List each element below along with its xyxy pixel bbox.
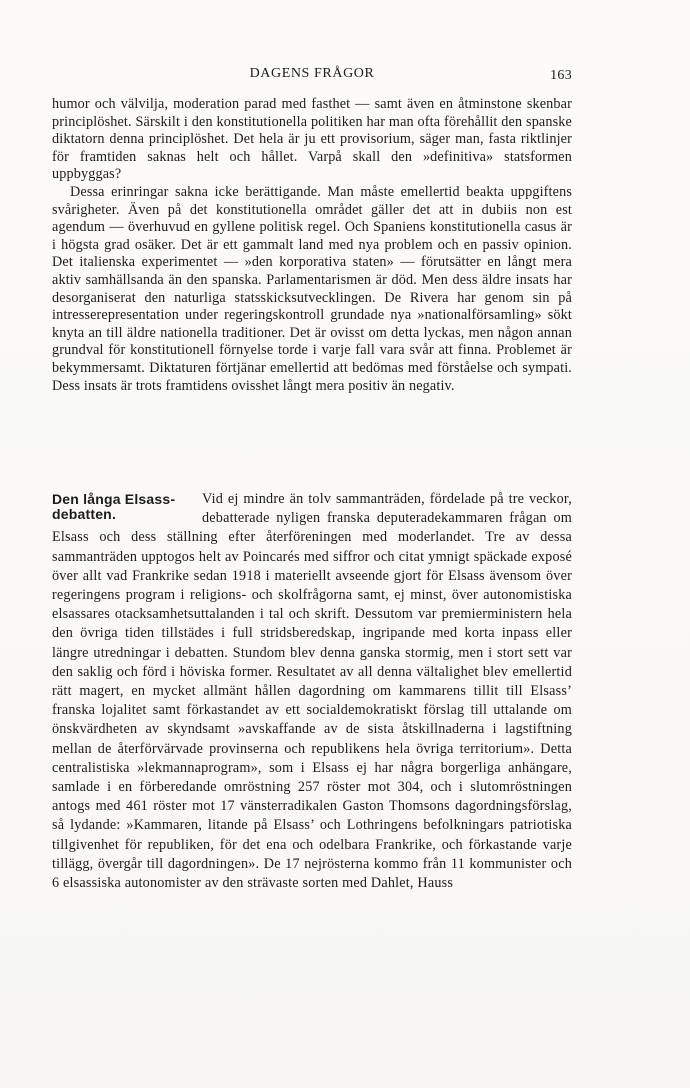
body-text [52, 96, 572, 395]
section-paragraph: Vid ej mindre än tolv sammanträden, fördelade på tre veckor, debatterade nyligen franska deputeradekammaren frågan om Elsass och dess ställning efter återföreningen med moderlandet. Tre av dessa sammanträden upptogos helt av Poincarés med siffror och citat ymnigt späckade exposé över allt vad Frankrike sedan 1918 i materiellt avseende gjort för Elsass ävensom över regeringens program i religions- och skolfrågorna samt, ej minst, över autonomistiska elsassares otacksamhetsuttalanden i tal och skrift. Dessutom var premierministern hela den övriga tiden tillstädes i full stridsberedskap, ingripande med korta inpass eller längre utredningar i debatten. Stundom blev denna ganska stormig, men i stort sett var den saklig och förd i höviska former. Resultatet av all denna vältalighet blev emellertid rätt magert, en mycket allmänt hållen dagordning om kammarens tillit till Elsass’ franska lojalitet samt förkastandet av ett socialdemokratiskt förslag till uttalande om önskvärdheten av skyndsamt »avskaffande av de sista åtskillnaderna i lagstiftning mellan de återförvärvade provinserna och republikens hela övriga territorium». Detta centralistiska »lekmannaprogram», som i Elsass ej har några borgerliga anhängare, samlade i en förberedande omröstning 257 röster mot 304, och i slutomröstningen antogs med 461 röster mot 17 vänsterradikalen Gaston Thomsons dagordningsförslag, så lydande: »Kammaren, litande på Elsass’ och Lothringens befolkningars patriotiska tillgivenhet för republiken, för det ena och odelbara Frankrike, och förkastande varje tillägg, övergår till dagordningen». De 17 nejrösterna kommo från 11 kommunister och 6 elsassiska autonomister av den strävaste sorten med Dahlet, Hauss [52, 491, 572, 892]
paragraph-2: Dessa erinringar sakna icke berättigande. Man måste emellertid beakta uppgiftens svårigheter. Även på det konstitutionella området gäller det att in dubiis non est agendum — överhuvud en gyllene politisk regel. Och Spaniens konstitutionella casus är i högsta grad osäker. Det är ett gammalt land med nya problem och en passiv opinion. Det italienska experimentet — »den korporativa staten» — förutsätter en långt mera aktiv samhällsanda än den spanska. Parlamentarismen är död. Men dess äldre insats har desorganiserat den naturliga statsskicksutvecklingen. De Rivera har genom sin på intresserepresentation under regeringskontroll grundade nya »nationalförsamling» sökt knyta an till äldre nationella traditioner. Det är ovisst om detta lyckas, men någon annan grundval för konstitutionell förnyelse torde i varje fall vara svår att finna. Problemet är bekymmersamt. Diktaturen förtjänar emellertid att bedömas med förståelse och sympati. Dess insats är trots framtidens ovisshet långt mera positiv än negativ. [52, 183, 572, 394]
section-elsass-debatten [52, 490, 572, 893]
page-header [52, 62, 572, 82]
section-heading: Den långa Elsass-debatten. [52, 491, 176, 522]
page-number: 163 [550, 68, 572, 83]
paragraph-1: humor och välvilja, moderation parad med fasthet — samt även en åtminstone skenbar principlöshet. Särskilt i den konstitutionella politiken har man ofta förehållit den spanske diktatorn denna principlöshet. Det hela är ju ett provisorium, säger man, fasta riktlinjer för framtiden saknas helt och hållet. Varpå skall den »definitiva» statsformen uppbyggas? [52, 96, 572, 183]
running-title: DAGENS FRÅGOR [249, 66, 375, 81]
